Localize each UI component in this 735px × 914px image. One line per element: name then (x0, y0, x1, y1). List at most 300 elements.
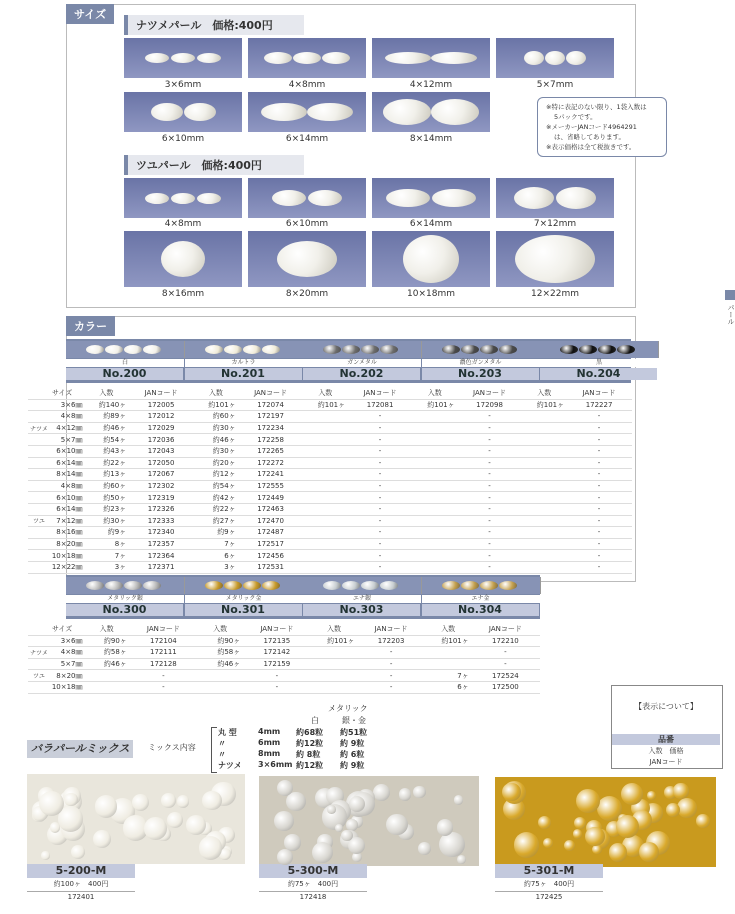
table-cell: サイズ (50, 624, 85, 635)
table-cell: 約101ヶ (194, 399, 238, 411)
table-cell: 入数 (85, 388, 129, 399)
table-cell (28, 503, 50, 515)
table-cell: 5×7㎜ (50, 434, 85, 446)
table-cell: JANコード (242, 624, 311, 635)
table-cell: 172456 (238, 550, 304, 562)
color-bead-icon (480, 581, 498, 590)
table-cell: 約90ヶ (85, 635, 129, 647)
mix-line-cell: 約68粒 (296, 728, 324, 737)
table-cell: 172210 (471, 635, 540, 647)
tsuyu-size-label: 8×20mm (285, 289, 329, 299)
color-number: No.203 (422, 368, 539, 380)
table-cell: JANコード (238, 388, 304, 399)
table-cell: 入数 (426, 624, 471, 635)
pearl-bead-icon (277, 241, 337, 277)
table-row (28, 503, 632, 515)
table-row (28, 527, 632, 539)
table-cell (311, 647, 356, 659)
table-cell: - (457, 457, 523, 469)
table-row (28, 515, 632, 527)
mix-title: バラパールミックス (27, 740, 133, 758)
mix-bead-icon (621, 783, 643, 805)
color-section-label: カラー (66, 316, 115, 336)
mix-line-cell: 〃 (218, 750, 226, 759)
table-cell (522, 445, 566, 457)
table-cell (28, 624, 50, 635)
color-bead-icon (442, 581, 460, 590)
mix-product-code: 5-301-M (495, 864, 603, 878)
table-cell: 8ヶ (85, 538, 129, 550)
table-cell: - (566, 422, 632, 434)
table-cell: 172364 (128, 550, 194, 562)
table-row (28, 647, 540, 659)
table-cell (522, 422, 566, 434)
pearl-bead-icon (184, 103, 216, 121)
mix-bead-icon (399, 788, 411, 800)
table-cell: - (242, 670, 311, 682)
table-cell: 8×16㎜ (50, 527, 85, 539)
pearl-bead-icon (524, 51, 544, 65)
color-name: メタリック金 (185, 595, 303, 603)
color-bead-icon (143, 345, 161, 354)
color-bead-icon (361, 345, 379, 354)
table-cell: 約140ヶ (85, 399, 129, 411)
table-cell: 172036 (128, 434, 194, 446)
note-line: ※特に表記のない限り、1袋入数は (546, 103, 647, 111)
pearl-bead-icon (145, 193, 169, 204)
table-cell: 4×8㎜ (50, 480, 85, 492)
table-cell: 約54ヶ (194, 480, 238, 492)
table-cell (311, 670, 356, 682)
note-line: は、省略してあります。 (554, 133, 625, 141)
table-cell: 172319 (128, 492, 194, 504)
table-cell (303, 561, 347, 573)
table-cell (522, 515, 566, 527)
table-cell: ツユ (28, 670, 50, 682)
pearl-bead-icon (293, 52, 321, 64)
table-cell (303, 480, 347, 492)
table-cell: 6×10㎜ (50, 445, 85, 457)
table-cell: - (566, 480, 632, 492)
color-bead-icon (243, 581, 261, 590)
mix-bead-icon (167, 812, 183, 828)
color-bead-icon (342, 581, 360, 590)
color-table-1 (28, 388, 632, 574)
color-name: 濃色ガンメタル (422, 359, 540, 367)
table-row (28, 434, 632, 446)
table-row (28, 411, 632, 423)
table-cell: 172005 (128, 399, 194, 411)
color-bead-icon (342, 345, 360, 354)
color-number: No.200 (66, 368, 183, 380)
color-name: エナ銀 (303, 595, 421, 603)
mix-bead-icon (373, 784, 390, 801)
mix-product-qty: 約75ヶ (287, 880, 311, 888)
table-cell: 3×6㎜ (50, 399, 85, 411)
color-bead-icon (86, 581, 104, 590)
table-header-row (28, 624, 540, 635)
color-bead-icon (361, 581, 379, 590)
table-cell (28, 538, 50, 550)
color-bead-icon (105, 581, 123, 590)
table-cell (85, 670, 129, 682)
table-cell (413, 492, 457, 504)
table-cell: 7ヶ (85, 550, 129, 562)
table-cell: 約101ヶ (426, 635, 471, 647)
table-cell: 172357 (128, 538, 194, 550)
color-bead-icon (205, 345, 223, 354)
natsume-size-label: 5×7mm (536, 80, 574, 90)
color-number: No.300 (66, 604, 183, 616)
table-cell: - (347, 550, 413, 562)
color-bead-icon (224, 345, 242, 354)
table-cell: - (457, 538, 523, 550)
table-cell: JANコード (457, 388, 523, 399)
table-cell: 5×7㎜ (50, 658, 85, 670)
color-table-2 (28, 624, 540, 694)
table-cell: - (457, 434, 523, 446)
mix-line-cell: 丸 型 (218, 728, 237, 737)
color-bead-icon (205, 581, 223, 590)
color-number: No.201 (185, 368, 302, 380)
color-name: エナ金 (422, 595, 540, 603)
table-cell: - (347, 538, 413, 550)
table-cell (28, 492, 50, 504)
table-cell: - (347, 434, 413, 446)
table-cell: - (457, 492, 523, 504)
table-row (28, 635, 540, 647)
mix-bead-icon (95, 795, 117, 817)
table-cell: 約89ヶ (85, 411, 129, 423)
table-cell: 6×14㎜ (50, 457, 85, 469)
table-cell (413, 445, 457, 457)
table-cell: - (457, 480, 523, 492)
table-cell: - (347, 527, 413, 539)
table-cell: - (457, 561, 523, 573)
table-cell: 7×12㎜ (50, 515, 85, 527)
mix-header-silver-gold: 銀・金 (342, 716, 366, 725)
pearl-bead-icon (386, 189, 430, 207)
table-cell (413, 457, 457, 469)
table-cell: 3ヶ (85, 561, 129, 573)
mix-product-code: 5-300-M (259, 864, 367, 878)
color-bead-icon (224, 581, 242, 590)
table-cell: 6×10㎜ (50, 492, 85, 504)
side-tab-marker (725, 290, 735, 300)
color-bead-icon (143, 581, 161, 590)
mix-bead-icon (186, 815, 206, 835)
table-cell: 約101ヶ (522, 399, 566, 411)
table-cell: 約9ヶ (85, 527, 129, 539)
table-cell: 10×18㎜ (51, 551, 83, 560)
table-cell: - (347, 445, 413, 457)
pearl-bead-icon (308, 190, 342, 206)
table-cell: - (566, 538, 632, 550)
table-cell: 172470 (238, 515, 304, 527)
table-cell (28, 527, 50, 539)
table-cell: - (347, 457, 413, 469)
pearl-bead-icon (432, 189, 476, 207)
table-cell (522, 527, 566, 539)
table-cell: 172104 (129, 635, 198, 647)
mix-bead-icon (677, 798, 697, 818)
table-cell: 約30ヶ (194, 422, 238, 434)
size-section-label: サイズ (66, 4, 114, 24)
table-cell: 7ヶ (426, 670, 471, 682)
color-bead-icon (105, 345, 123, 354)
note-line: ※メーカーJANコード4964291 (546, 123, 637, 131)
color-bead-icon (598, 345, 616, 354)
table-cell: 172241 (238, 469, 304, 481)
table-cell: サイズ (50, 388, 85, 399)
table-cell: 約60ヶ (85, 480, 129, 492)
mix-bead-icon (454, 795, 463, 804)
table-cell: - (347, 515, 413, 527)
table-cell (413, 469, 457, 481)
pearl-bead-icon (385, 52, 431, 64)
table-cell: - (457, 527, 523, 539)
table-cell: - (129, 670, 198, 682)
table-row (28, 445, 632, 457)
mix-product-jan: 172425 (495, 891, 603, 902)
table-cell: - (347, 503, 413, 515)
table-cell: 172555 (238, 480, 304, 492)
table-row (28, 399, 632, 411)
table-row (28, 538, 632, 550)
mix-bead-icon (177, 795, 189, 807)
color-bead-icon (262, 345, 280, 354)
table-cell (413, 480, 457, 492)
table-cell: ツユ (28, 515, 50, 527)
mix-line-cell: 3×6mm (258, 760, 293, 769)
table-cell: - (566, 527, 632, 539)
table-cell (198, 670, 242, 682)
table-cell: 172326 (128, 503, 194, 515)
table-cell: 172012 (128, 411, 194, 423)
table-cell: 8×20㎜ (50, 670, 85, 682)
color-name: 黒 (540, 359, 658, 367)
color-name: メタリック銀 (66, 595, 184, 603)
table-cell: 入数 (85, 624, 129, 635)
mix-bead-icon (144, 817, 167, 840)
mix-bead-icon (386, 814, 407, 835)
pearl-bead-icon (515, 235, 595, 283)
table-cell: 172142 (242, 647, 311, 659)
color-bead-icon (323, 345, 341, 354)
spacer (81, 880, 88, 888)
color-bead-icon (380, 345, 398, 354)
color-number: No.301 (185, 604, 302, 616)
table-cell (522, 457, 566, 469)
mix-bead-icon (418, 842, 431, 855)
pearl-bead-icon (322, 52, 350, 64)
note-line: ※表示価格は全て税抜きです。 (546, 143, 636, 151)
pearl-bead-icon (566, 51, 586, 65)
table-row (28, 492, 632, 504)
table-cell (426, 658, 471, 670)
pearl-bead-icon (383, 99, 431, 125)
table-cell: ナツメ (28, 422, 50, 434)
table-cell: - (566, 550, 632, 562)
natsume-size-label: 6×10mm (161, 134, 205, 144)
natsume-size-label: 6×14mm (285, 134, 329, 144)
table-cell: 約54ヶ (85, 434, 129, 446)
table-cell: 172159 (242, 658, 311, 670)
table-cell (28, 681, 50, 693)
mix-bead-icon (573, 829, 582, 838)
mix-bead-icon (609, 843, 628, 862)
table-cell: 入数 (413, 388, 457, 399)
table-cell: 入数 (522, 388, 566, 399)
color-name: ガンメタル (303, 359, 421, 367)
pearl-bead-icon (272, 190, 306, 206)
mix-bead-icon (413, 786, 425, 798)
table-cell: 6ヶ (426, 681, 471, 693)
mix-bead-icon (161, 793, 176, 808)
table-cell (522, 492, 566, 504)
mix-bead-icon (673, 783, 688, 798)
table-cell: - (347, 422, 413, 434)
table-cell: - (566, 457, 632, 469)
pearl-bead-icon (197, 53, 221, 63)
table-cell: 172067 (128, 469, 194, 481)
table-cell (28, 635, 50, 647)
table-row (28, 658, 540, 670)
table-cell: JANコード (566, 388, 632, 399)
natsume-size-label: 4×12mm (409, 80, 453, 90)
tsuyu-size-label: 8×16mm (161, 289, 205, 299)
table-row (28, 561, 632, 573)
table-cell: 約22ヶ (194, 503, 238, 515)
table-cell (413, 538, 457, 550)
mix-bead-icon (502, 783, 520, 801)
color-bead-icon (243, 345, 261, 354)
table-cell (522, 538, 566, 550)
table-cell: 172128 (129, 658, 198, 670)
table-cell: - (347, 561, 413, 573)
table-cell: JANコード (129, 624, 198, 635)
table-cell: 約9ヶ (194, 527, 238, 539)
table-cell (28, 411, 50, 423)
mix-bead-icon (576, 789, 600, 813)
table-cell: 172302 (128, 480, 194, 492)
table-cell (522, 469, 566, 481)
table-cell: 172074 (238, 399, 304, 411)
mix-bead-icon (41, 851, 49, 859)
table-cell: 172500 (471, 681, 540, 693)
mix-bead-icon (93, 830, 111, 848)
table-cell (413, 411, 457, 423)
table-cell (303, 527, 347, 539)
table-cell: - (566, 492, 632, 504)
table-cell: 約90ヶ (198, 635, 242, 647)
table-cell (522, 503, 566, 515)
table-cell: ナツメ (28, 647, 50, 659)
mix-bead-icon (39, 791, 64, 816)
table-cell: 7ヶ (194, 538, 238, 550)
mix-bead-icon (349, 796, 365, 812)
pearl-bead-icon (431, 52, 477, 64)
table-cell: 約46ヶ (85, 422, 129, 434)
table-cell (413, 527, 457, 539)
table-cell (413, 434, 457, 446)
table-cell: 入数 (303, 388, 347, 399)
table-cell: - (566, 411, 632, 423)
mix-header-white: 白 (311, 716, 319, 725)
natsume-size-label: 3×6mm (164, 80, 202, 90)
table-cell: 約20ヶ (194, 457, 238, 469)
table-row (28, 422, 632, 434)
mix-bead-icon (437, 819, 453, 835)
table-cell (28, 469, 50, 481)
color-bead-icon (86, 345, 104, 354)
mix-bracket (211, 727, 217, 773)
table-cell: - (566, 469, 632, 481)
mix-product-qty: 約75ヶ (523, 880, 547, 888)
mix-bead-icon (199, 836, 222, 859)
table-cell (413, 422, 457, 434)
natsume-size-label: 4×8mm (288, 80, 326, 90)
tsuyu-size-label: 10×18mm (407, 289, 455, 299)
mix-product-price: 400円 (317, 880, 339, 888)
mix-line-cell: 約 9粒 (340, 761, 365, 770)
color-number: No.303 (303, 604, 420, 616)
table-cell: 172050 (128, 457, 194, 469)
mix-bead-icon (457, 855, 466, 864)
table-cell: 約27ヶ (194, 515, 238, 527)
tsuyu-size-label: 12×22mm (531, 289, 579, 299)
table-cell: 約30ヶ (194, 445, 238, 457)
table-row (28, 550, 632, 562)
table-cell: 172333 (128, 515, 194, 527)
legend-hinban: 品番 (612, 734, 720, 745)
table-cell: JANコード (357, 624, 426, 635)
mix-line-cell: 約51粒 (340, 728, 368, 737)
color-bead-icon (461, 345, 479, 354)
table-cell (85, 681, 129, 693)
table-cell: 約23ヶ (85, 503, 129, 515)
table-cell (28, 388, 50, 399)
table-cell: 6ヶ (194, 550, 238, 562)
table-cell (311, 658, 356, 670)
table-cell: - (129, 681, 198, 693)
mix-bead-icon (346, 819, 357, 830)
table-cell: 約42ヶ (194, 492, 238, 504)
table-row (28, 681, 540, 693)
table-cell: 8×14㎜ (50, 469, 85, 481)
table-cell (28, 480, 50, 492)
table-cell: - (457, 550, 523, 562)
notes-box (537, 97, 667, 157)
table-cell: - (242, 681, 311, 693)
table-cell: - (457, 445, 523, 457)
table-cell: 約46ヶ (194, 434, 238, 446)
mix-bead-icon (514, 832, 540, 858)
table-cell: 約50ヶ (85, 492, 129, 504)
table-cell: 172227 (566, 399, 632, 411)
table-cell: 172197 (238, 411, 304, 423)
table-cell: - (347, 492, 413, 504)
table-cell: 172463 (238, 503, 304, 515)
pearl-bead-icon (514, 187, 554, 209)
pearl-bead-icon (264, 52, 292, 64)
table-cell (303, 538, 347, 550)
mix-contents-label: ミックス内容 (148, 743, 196, 752)
side-tab-label: パール (727, 304, 735, 325)
table-cell: - (457, 469, 523, 481)
table-cell: 172098 (457, 399, 523, 411)
mix-product-qty-price (27, 879, 135, 889)
